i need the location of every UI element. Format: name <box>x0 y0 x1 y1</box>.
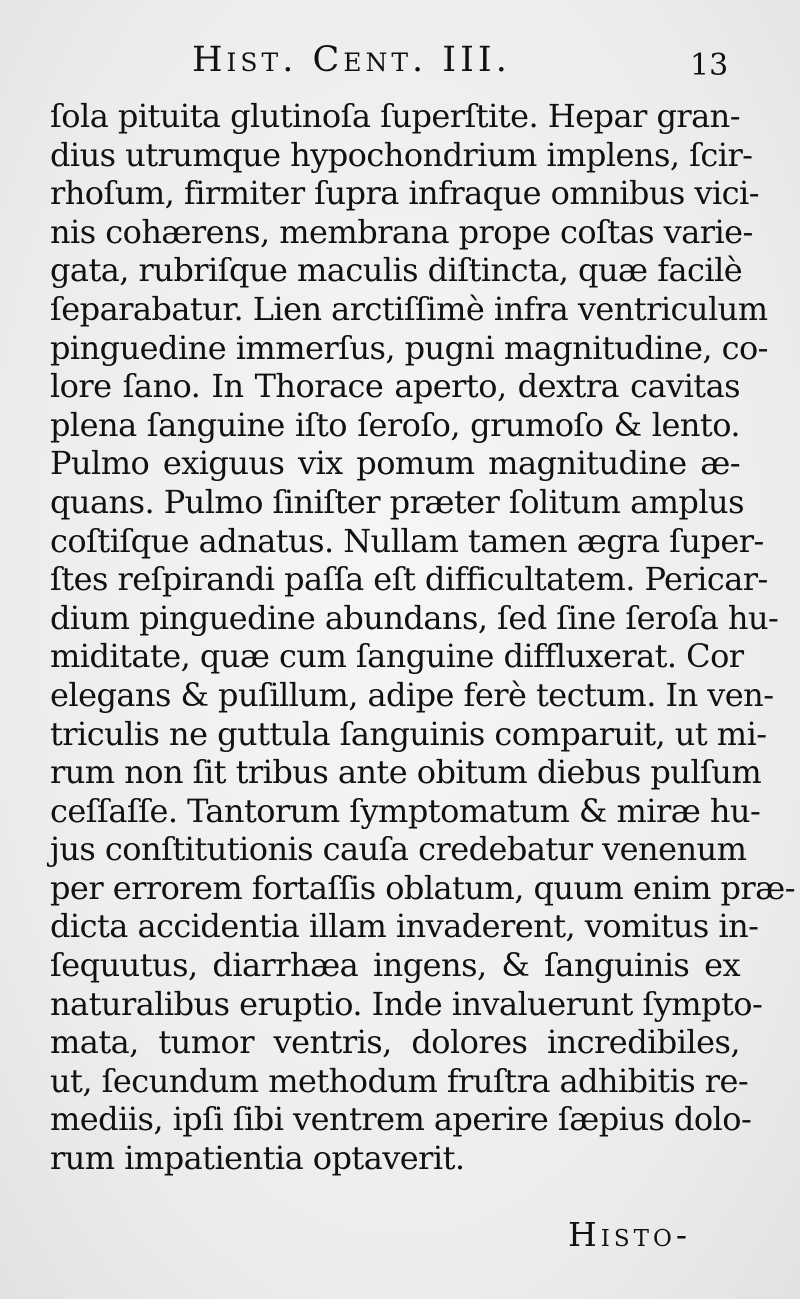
text-line: rum non ſit tribus ante obitum diebus pulſum <box>50 753 762 792</box>
page-header <box>0 40 800 90</box>
text-line: lore ſano. In Thorace aperto, dextra cavitas <box>50 367 740 406</box>
text-line: quans. Pulmo ſiniſter præter ſolitum amplus <box>50 482 744 521</box>
text-line: ſeparabatur. Lien arctiſſimè infra ventriculum <box>50 289 768 328</box>
text-line: pinguedine immerſus, pugni magnitudine, co- <box>50 328 768 367</box>
text-line: elegans & puſillum, adipe ferè tectum. In ven- <box>50 675 774 714</box>
text-line: gata, rubriſque maculis diſtincta, quæ facilè <box>50 251 743 290</box>
body-text <box>50 97 795 1178</box>
text-line: rhoſum, firmiter ſupra infraque omnibus vici- <box>50 174 759 213</box>
page-number: 13 <box>690 48 729 83</box>
text-line: nis cohærens, membrana prope coſtas varie- <box>50 212 753 251</box>
text-line: dicta accidentia illam invaderent, vomitus in- <box>50 907 759 946</box>
text-line: jus conſtitutionis cauſa credebatur venenum <box>50 830 747 869</box>
text-line: dius utrumque hypochondrium implens, ſcir- <box>50 135 753 174</box>
text-line: mata, tumor ventris, dolores incredibiles, <box>50 1023 740 1062</box>
text-line: mediis, ipſi ſibi ventrem aperire ſæpius dolo- <box>50 1100 752 1139</box>
text-line: Pulmo exiguus vix pomum magnitudine æ- <box>50 444 740 483</box>
catchword: Histo- <box>568 1215 691 1254</box>
text-line: triculis ne guttula ſanguinis comparuit, ut mi- <box>50 714 767 753</box>
running-head: Hist. Cent. III. <box>192 40 511 80</box>
text-line: ceſſaſſe. Tantorum ſymptomatum & miræ hu- <box>50 791 761 830</box>
text-line: ut, ſecundum methodum fruſtra adhibitis re- <box>50 1061 749 1100</box>
text-line: plena ſanguine iſto ſeroſo, grumoſo & lento. <box>50 405 740 444</box>
text-line: ſequutus, diarrhæa ingens, & ſanguinis ex <box>50 946 740 985</box>
text-line: ſtes reſpirandi paſſa eſt difficultatem. Pericar- <box>50 560 768 599</box>
text-line: coſtiſque adnatus. Nullam tamen ægra ſuper- <box>50 521 764 560</box>
text-line: dium pinguedine abundans, ſed ſine ſeroſa hu- <box>50 598 779 637</box>
text-line: rum impatientia optaverit. <box>50 1139 465 1178</box>
text-line: ſola pituita glutinoſa ſuperſtite. Hepar gran- <box>50 97 740 135</box>
text-line: naturalibus eruptio. Inde invaluerunt ſympto- <box>50 984 763 1023</box>
text-line: per errorem fortaſſis oblatum, quum enim præ- <box>50 868 795 907</box>
text-line: miditate, quæ cum ſanguine diffluxerat. Cor <box>50 637 744 676</box>
